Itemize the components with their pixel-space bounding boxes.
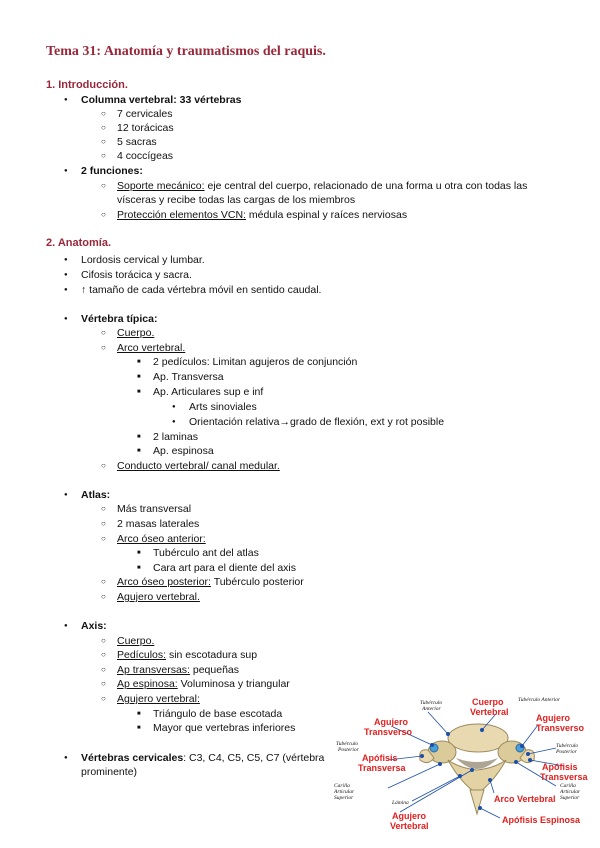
soporte-text: eje central del cuerpo, relacionado de una forma u otra con todas las [204,180,528,192]
axis-label: ● Axis: [81,619,107,633]
proteccion-item [117,208,407,222]
list-item: ■ 2 pedículos: Limitan agujeros de conjunción [153,355,357,369]
label-carilla-right-2: Articular [560,789,581,795]
list-item: ■ Mayor que vertebras inferiores [153,721,295,735]
axis-agujero-item: ○ Agujero vertebral: [117,692,200,706]
espinosa-label: Ap espinosa: [117,678,178,690]
cervicales-text: : C3, C4, C5, C5, C7 (vértebra [183,752,325,764]
columna-item: ● Columna vertebral: 33 vértebras [81,93,241,107]
label-cuerpo: Cuerpo [472,697,504,707]
arco-posterior-item [117,575,304,589]
proteccion-label: Protección elementos VCN: [117,209,246,221]
list-item: ○ 2 masas laterales [117,517,199,531]
list-item: ○ 5 sacras [117,135,157,149]
label-apofisis-espinosa: Apófisis Espinosa [502,815,581,825]
label-apofisis-transversa-right: Apófisis [542,762,578,772]
list-item: ● Lordosis cervical y lumbar. [81,253,205,267]
arco-anterior-item: ○ Arco óseo anterior: [117,532,206,546]
agujero-item: ○ Agujero vertebral. [117,590,200,604]
label-tuberculo-anterior: Tubérculo [420,700,443,706]
list-item: ■ Ap. Articulares sup e inf [153,385,263,399]
atlas-label: ● Atlas: [81,488,110,502]
vertebra-tipica-label: ● Vértebra típica: [81,312,157,326]
transversas-text: pequeñas [189,664,239,676]
label-carilla-left: Carilla [334,783,350,789]
label-carilla-right-3: Superior [560,795,580,801]
transversas-label: Ap transversas: [117,664,190,676]
vertebra-illustration [330,690,592,832]
cervicales-label: Vértebras cervicales [81,752,184,764]
list-item: ■ Triángulo de base escotada [153,707,282,721]
label-lamina: Lámina [392,800,409,806]
spinous-process [470,790,484,814]
axis-cuerpo-item: ○ Cuerpo. [117,634,154,648]
list-item: ■ Tubérculo ant del atlas [153,546,259,560]
funciones-item: ● 2 funciones: [81,164,143,178]
list-item: ○ 7 cervicales [117,107,172,121]
arco-item: ○ Arco vertebral. [117,341,185,355]
label-carilla-right: Carilla [560,783,576,789]
section-heading-anatomia: 2. Anatomía. [46,237,111,249]
list-item: ■ Cara art para el diente del axis [153,561,296,575]
list-item: ● Cifosis torácica y sacra. [81,268,192,282]
cervicales-text-cont: prominente) [81,766,138,778]
pediculos-label: Pedículos: [117,649,167,661]
label-tuberculo-posterior-left: Tubérculo [336,741,359,747]
arco-posterior-label: Arco óseo posterior: [117,576,211,588]
label-arco-vertebral: Arco Vertebral [494,794,556,804]
label-tuberculo-anterior-right: Tubérculo Anterior [518,697,561,703]
list-item: ● Orientación relativa→grado de flexión, ext y rot posible [189,415,444,429]
label-agujero-transverso-right: Agujero [536,713,571,723]
label-agujero-vertebral-2: Vertebral [390,821,429,831]
label-agujero-transverso-right-2: Transverso [536,723,585,733]
soporte-text-cont: vísceras y recibe todas las cargas de los miembros [117,194,356,206]
label-agujero-transverso-left: Agujero [374,717,409,727]
arco-posterior-text: Tubérculo posterior [210,576,304,588]
label-tuberculo-posterior-right-2: Posterior [556,749,577,755]
label-vertebral: Vertebral [470,707,509,717]
pediculos-text: sin escotadura sup [166,649,258,661]
soporte-label: Soporte mecánico: [117,180,205,192]
soporte-item [117,179,527,193]
vertebra-figure [330,690,592,832]
list-item: ● Arts sinoviales [189,400,257,414]
transversas-item [117,663,239,677]
label-agujero-transverso-left-2: Transverso [364,727,413,737]
label-tuberculo-anterior-2: Anterior [422,706,441,712]
label-carilla-left-2: Articular [334,789,355,795]
list-item: ■ 2 laminas [153,430,198,444]
pediculos-item [117,648,257,662]
list-item: ■ Ap. Transversa [153,370,224,384]
label-carilla-left-3: Superior [334,795,354,801]
list-item: ○ Más transversal [117,502,191,516]
label-apofisis-transversa-left-2: Transversa [358,763,406,773]
label-apofisis-transversa-left: Apófisis [362,753,398,763]
espinosa-item [117,677,290,691]
label-apofisis-transversa-right-2: Transversa [540,772,588,782]
section-heading-intro: 1. Introducción. [46,79,128,91]
list-item: ● ↑ tamaño de cada vértebra móvil en sentido caudal. [81,283,321,297]
list-item: ■ Ap. espinosa [153,444,214,458]
proteccion-text: médula espinal y raíces nerviosas [245,209,408,221]
cervicales-item [81,751,324,765]
label-agujero-vertebral: Agujero [392,811,427,821]
conducto-item: ○ Conducto vertebral/ canal medular. [117,459,280,473]
cuerpo-item: ○ Cuerpo. [117,326,154,340]
label-tuberculo-posterior-left-2: Posterior [338,747,359,753]
label-tuberculo-posterior-right: Tubérculo [556,743,579,749]
list-item: ○ 4 coccígeas [117,149,173,163]
list-item: ○ 12 torácicas [117,121,174,135]
page-title: Tema 31: Anatomía y traumatismos del raquis. [46,44,326,59]
espinosa-text: Voluminosa y triangular [177,678,290,690]
